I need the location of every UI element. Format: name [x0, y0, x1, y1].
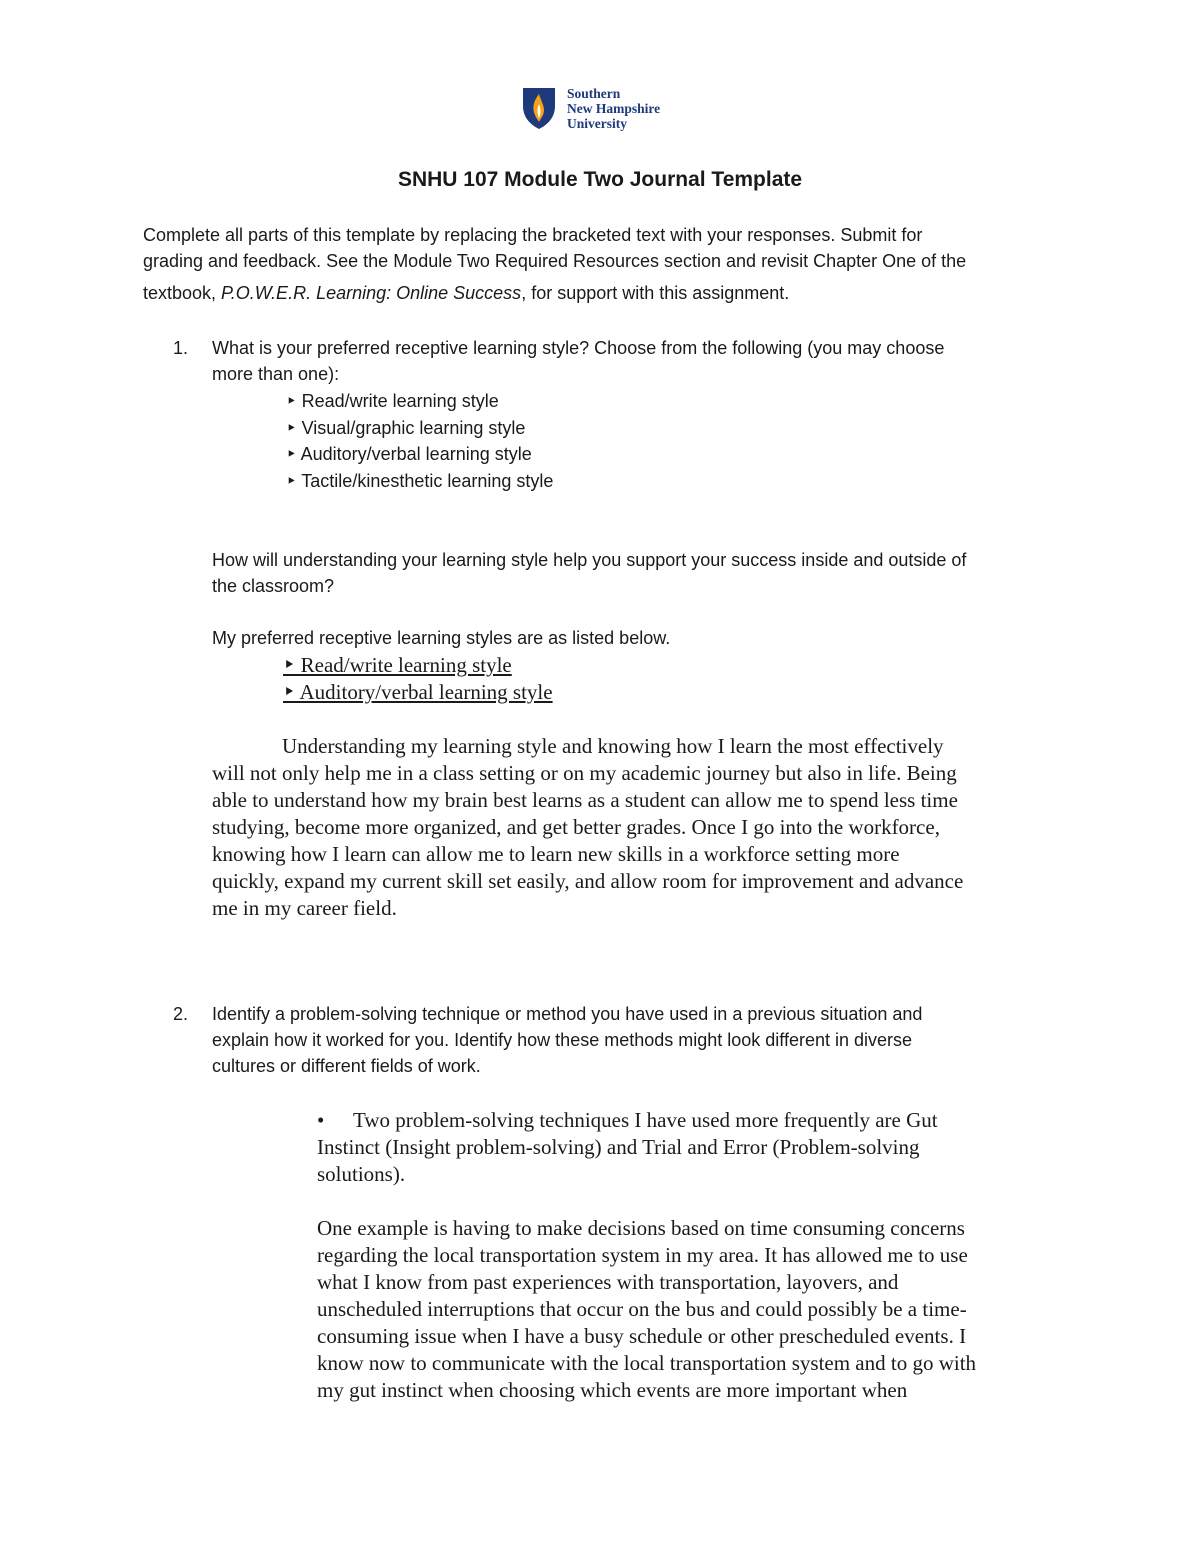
- intro-line-3: textbook, P.O.W.E.R. Learning: Online Success, for support with this assignment.: [143, 283, 790, 303]
- logo-line-3: University: [567, 116, 627, 131]
- list-item: ‣ Auditory/verbal learning style: [286, 444, 532, 464]
- logo-line-2: New Hampshire: [567, 101, 661, 116]
- document-title: SNHU 107 Module Two Journal Template: [397, 168, 803, 191]
- learning-style-options: [286, 388, 553, 494]
- instructions: [143, 222, 1063, 306]
- question-1-number: 1.: [173, 338, 189, 358]
- question-1-followup: How will understanding your learning style help you support your success inside and outside of the classroom?: [212, 550, 967, 596]
- textbook-title: P.O.W.E.R. Learning: Online Success: [221, 283, 522, 303]
- answer-2: • Two problem-solving techniques I have used more frequently are Gut Instinct (Insight problem-solving) and Trial and Error (Problem-solving solutions). One example is having to make decisions based on time consuming concerns regarding the local transportation system in my area. It has allowed me to use what I know from past experiences with transportation, layovers, and unscheduled interruptions that occur on the bus and could possibly be a time- consuming issue when I have a busy schedule or other prescheduled events. I know now to communicate with the local transportation system and to go with my gut instinct when choosing which events are more important when: [317, 1107, 1067, 1404]
- question-2-number: 2.: [173, 1004, 189, 1024]
- answer-1-paragraph: Understanding my learning style and knowing how I learn the most effectively will not only help me in a class setting or on my academic journey but also in life. Being able to understand how my brain best learns as a student can allow me to spend less time studying, become more organized, and get better grades. Once I go into the workforce, knowing how I learn can allow me to learn new skills in a workforce setting more quickly, expand my current skill set easily, and allow room for improvement and advance me in my career field.: [212, 734, 964, 920]
- logo-text: [567, 86, 660, 131]
- bullet-item: • Two problem-solving techniques I have used more frequently are Gut: [317, 1108, 938, 1132]
- logo-line-1: Southern: [567, 86, 621, 101]
- shield-flame-icon: [521, 86, 557, 130]
- bullet-icon: •: [317, 1108, 325, 1132]
- list-item: ‣ Auditory/verbal learning style: [283, 680, 553, 704]
- question-1-prompt: What is your preferred receptive learning style? Choose from the following (you may choose more than one):: [212, 338, 945, 384]
- list-item: ‣ Read/write learning style: [286, 391, 499, 411]
- list-item: ‣ Visual/graphic learning style: [286, 417, 526, 438]
- intro-line-2: grading and feedback. See the Module Two Required Resources section and revisit Chapter One of the: [143, 251, 967, 271]
- selected-learning-styles: [283, 652, 553, 706]
- list-item: ‣ Read/write learning style: [283, 653, 512, 677]
- intro-line-1: Complete all parts of this template by replacing the bracketed text with your responses. Submit for: [143, 225, 923, 245]
- answer-intro: My preferred receptive learning styles are as listed below.: [212, 628, 671, 648]
- list-item: ‣ Tactile/kinesthetic learning style: [286, 470, 554, 491]
- question-2-prompt: Identify a problem-solving technique or method you have used in a previous situation and explain how it worked for you. Identify how these methods might look different in diverse cultures or different fields of work.: [212, 1004, 923, 1076]
- university-logo: [521, 86, 691, 132]
